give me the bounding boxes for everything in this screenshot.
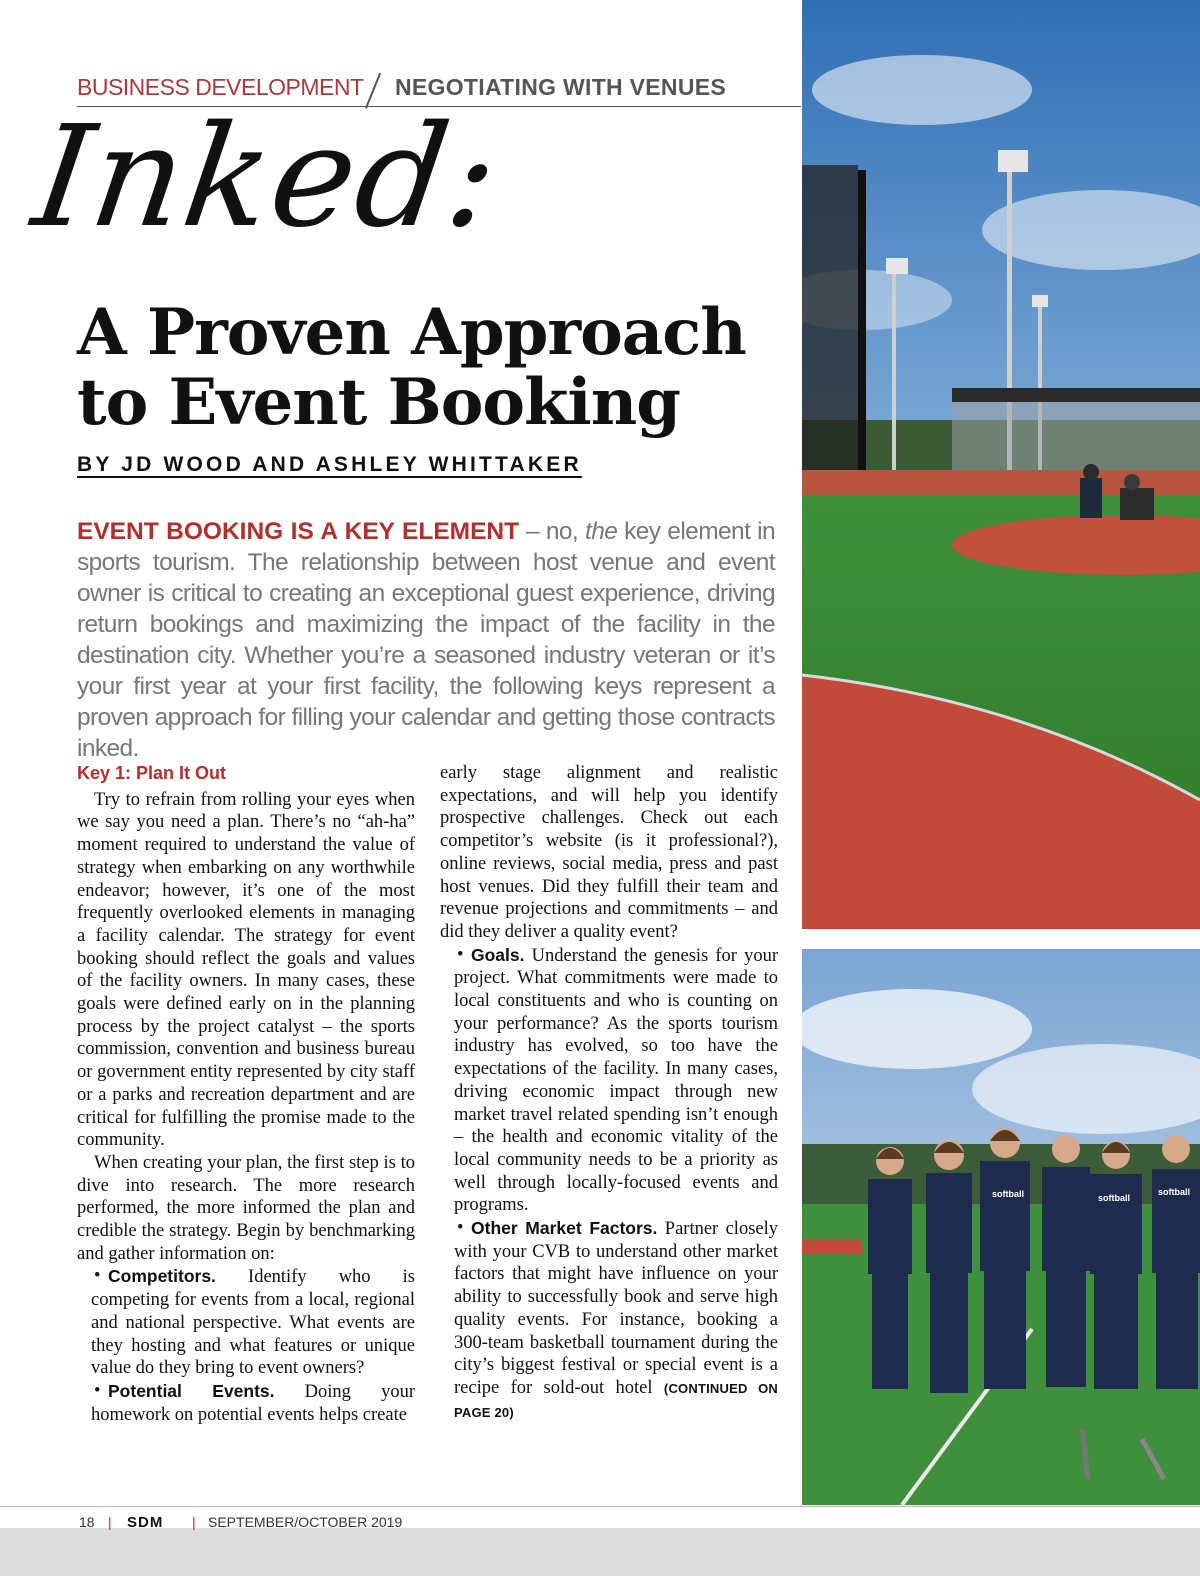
headline <box>77 295 777 440</box>
field-illustration <box>802 0 1200 929</box>
jersey-text: softball <box>1098 1193 1131 1203</box>
bullet-label: Potential Events. <box>108 1380 275 1401</box>
body-continuation: early stage alignment and realistic expectations, and will help you identify prospective challenges. Check out each competitor’s website (is it professional?), online reviews, social media, press and past host venues. Did they fulfill their team and revenue projections and commitments – and did they deliver a quality event? <box>440 763 778 942</box>
lead-pre: – no, <box>519 518 585 545</box>
script-title: Inked: <box>24 96 510 259</box>
lead-paragraph <box>77 516 775 764</box>
continued-link[interactable]: (CONTINUED ON PAGE 20) <box>454 1380 778 1420</box>
bullet-competitors <box>77 1265 415 1380</box>
body-paragraph-1: Try to refrain from rolling your eyes when we say you need a plan. There’s no “ah-ha” moment required to understand the value of strategy when embarking on any worthwhile endeavor; however, it’s one of the most frequently overlooked elements in managing a facility calendar. The strategy for event booking should reflect the goals and values of the facility owners. In many cases, these goals were defined early on in the planning process by the project catalyst – the sports commission, convention and business bureau or government entity represented by city staff or a parks and recreation department and are critical for fulfilling the promise made to the community. <box>77 789 415 1151</box>
headline-line-1: A Proven Approach <box>77 295 746 370</box>
team-illustration <box>802 949 1200 1505</box>
section-title: NEGOTIATING WITH VENUES <box>395 74 727 100</box>
photo-softball-team <box>802 949 1200 1505</box>
jersey-text: softball <box>1158 1187 1191 1197</box>
bullet-text: Partner closely with your CVB to understand other market factors that might have influence on your ability to successfully book and serve high quality events. For instance, booking a 300-team basketball tournament during the city’s biggest festival or special event is a recipe for sold-out hotel <box>454 1219 778 1398</box>
byline: BY JD WOOD AND ASHLEY WHITTAKER <box>77 453 582 476</box>
page-number: 18 <box>79 1514 95 1530</box>
body-column-1 <box>77 762 415 1426</box>
section-kicker: BUSINESS DEVELOPMENT <box>77 74 364 100</box>
footer-separator: | <box>108 1514 112 1530</box>
footer-band <box>0 1528 1200 1576</box>
bullet-goals <box>440 944 778 1217</box>
issue-date: SEPTEMBER/OCTOBER 2019 <box>208 1514 403 1530</box>
bullet-text: Identify who is competing for events from a local, regional and national perspective. What events are they hosting and what features or unique value do they bring to event owners? <box>91 1267 415 1379</box>
body-paragraph-2: When creating your plan, the first step is to dive into research. The more research performed, the more informed the plan and credible the strategy. Begin by benchmarking and gather information on: <box>77 1152 415 1264</box>
bullet-label: Other Market Factors. <box>471 1218 658 1239</box>
bullet-text: Understand the genesis for your project. What commitments were made to local constituents and who is counting on your performance? As the sports tourism industry has evolved, so too have the expectations of the facility. In many cases, driving economic impact through new market travel related spending isn’t enough – the health and economic vitality of the local community needs to be a priority as well through locally-focused events and programs. <box>454 945 778 1216</box>
bullet-label: Goals. <box>471 944 525 965</box>
bullet-other-market-factors <box>440 1217 778 1424</box>
bullet-label: Competitors. <box>108 1266 216 1287</box>
lead-rest: key element in sports tourism. The relationship between host venue and event owner is critical to creating an exceptional guest experience, driving return bookings and maximizing the impact of the facility in the destination city. Whether you’re a seasoned industry veteran or it’s your first year at your first facility, the following keys represent a proven approach for filling your calendar and getting those contracts inked. <box>77 518 776 762</box>
lead-caps: EVENT BOOKING IS A KEY ELEMENT <box>77 518 520 545</box>
photo-baseball-field <box>802 0 1200 929</box>
footer-separator: | <box>192 1514 196 1530</box>
magazine-name: SDM <box>127 1514 164 1531</box>
bullet-text: Doing your homework on potential events helps create <box>91 1381 415 1425</box>
jersey-text: softball <box>992 1189 1025 1199</box>
key1-heading: Key 1: Plan It Out <box>77 763 227 783</box>
bullet-potential-events <box>77 1380 415 1426</box>
body-column-2 <box>440 762 778 1424</box>
headline-line-2: to Event Booking <box>77 365 680 440</box>
lead-emphasis: the <box>584 518 618 545</box>
